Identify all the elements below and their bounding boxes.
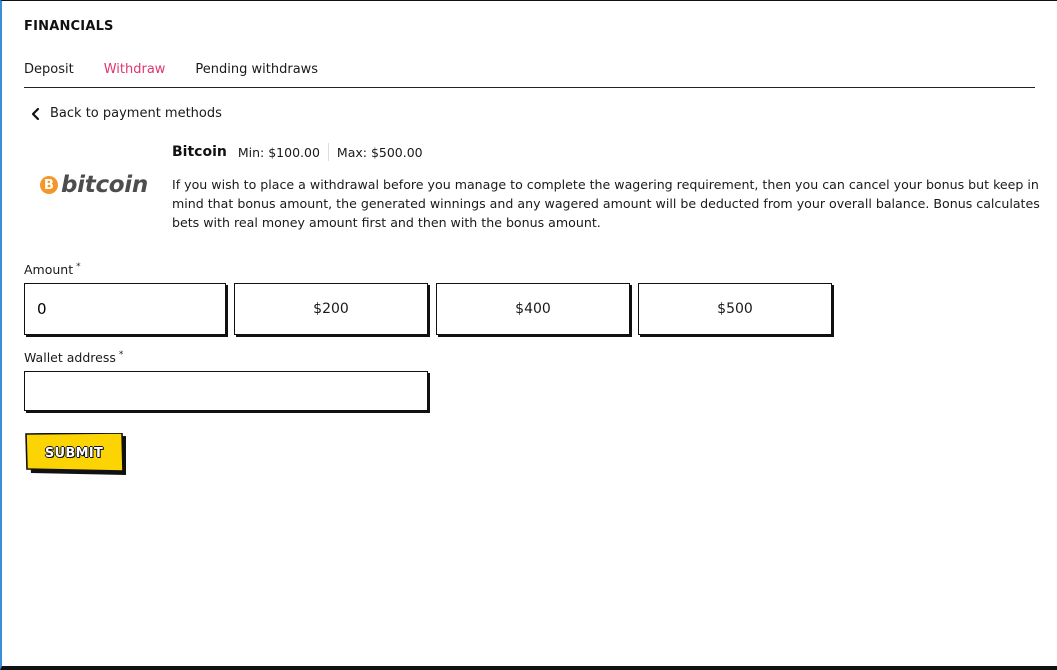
amount-input[interactable] <box>24 283 226 335</box>
method-header <box>172 143 423 161</box>
wallet-address-input[interactable] <box>24 371 428 411</box>
tab-deposit[interactable]: Deposit <box>24 62 74 77</box>
amount-label-text: Amount <box>24 262 74 277</box>
tab-bar <box>24 62 348 77</box>
min-limit: Min: $100.00 <box>237 144 320 160</box>
wallet-address-label <box>24 350 123 365</box>
limit-separator <box>328 143 329 161</box>
required-mark: * <box>118 350 124 360</box>
submit-button-label: SUBMIT <box>44 445 104 461</box>
required-mark: * <box>76 262 81 272</box>
bitcoin-logo <box>40 172 148 198</box>
bitcoin-coin-icon: B <box>40 176 58 194</box>
back-link-label: Back to payment methods <box>50 106 222 121</box>
tab-divider <box>24 87 1035 88</box>
submit-button[interactable] <box>25 433 127 475</box>
back-to-payment-methods-link[interactable] <box>30 106 222 121</box>
preset-amount-button[interactable]: $200 <box>234 283 428 335</box>
bitcoin-wordmark: bitcoin <box>61 172 148 198</box>
method-description: If you wish to place a withdrawal before you manage to complete the wagering requirement, then you can cancel your bonus but keep in mind that bonus amount, the generated winnings and any wagered amount will be deducted from your overall balance. Bonus calculates bets with real money amount first and then with the bonus amount. <box>172 177 1040 230</box>
max-limit: Max: $500.00 <box>336 144 423 160</box>
preset-amount-button[interactable]: $500 <box>638 283 832 335</box>
page-title: FINANCIALS <box>24 19 114 34</box>
tab-withdraw[interactable]: Withdraw <box>103 62 166 77</box>
amount-label <box>24 262 81 277</box>
preset-amount-button[interactable]: $400 <box>436 283 630 335</box>
chevron-left-icon <box>30 107 42 121</box>
tab-pending-withdraws[interactable]: Pending withdraws <box>195 62 319 77</box>
method-name: Bitcoin <box>172 144 227 160</box>
wallet-label-text: Wallet address <box>24 350 116 365</box>
